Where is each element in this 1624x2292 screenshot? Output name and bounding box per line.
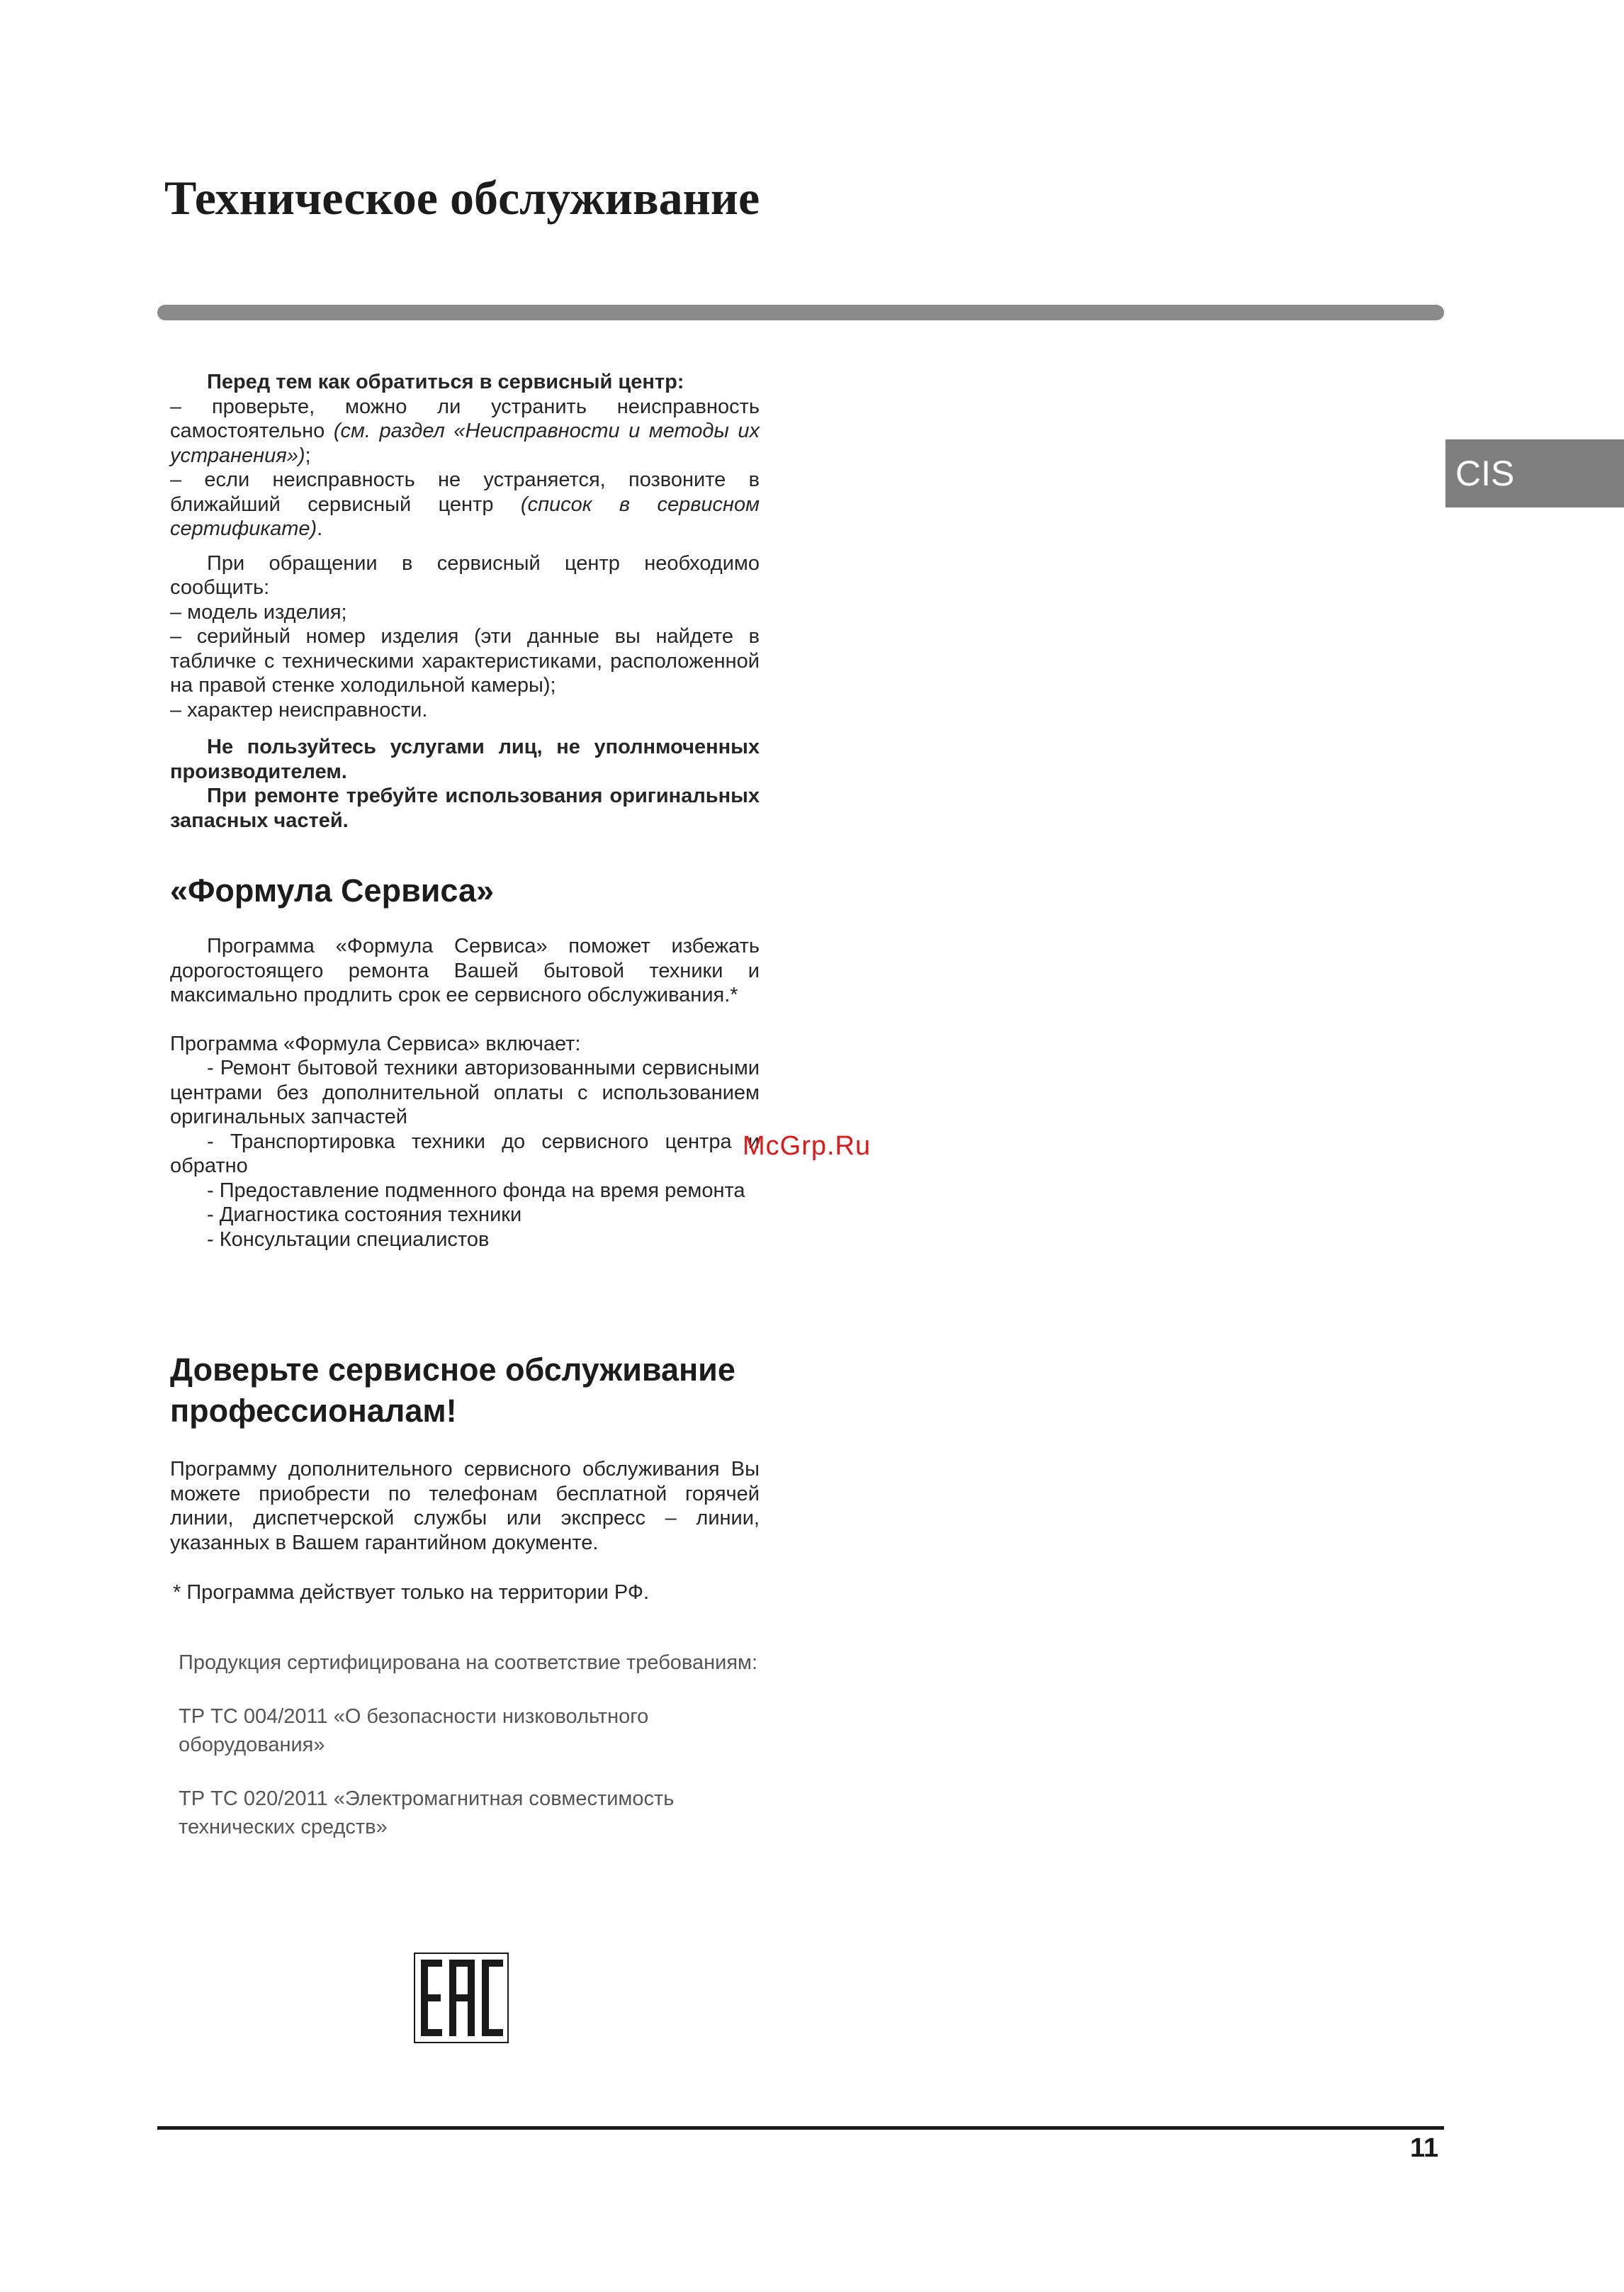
report-lead: При обращении в сервисный центр необходимо сообщить:	[170, 551, 760, 599]
formula-item: - Диагностика состояния техники	[207, 1203, 522, 1226]
trust-heading: Доверьте сервисное обслуживание профессионалам!	[170, 1352, 735, 1429]
formula-item: - Ремонт бытовой техники авторизованными сервисными центрами без дополнительной оплаты с использованием оригинальных запчастей	[170, 1057, 760, 1128]
formula-item: - Консультации специалистов	[207, 1228, 490, 1251]
page-title: Техническое обслуживание	[164, 171, 760, 225]
trust-body: Программу дополнительного сервисного обслуживания Вы можете приобрести по телефонам бесплатной горячей линии, диспетчерской службы или экспресс – линии, указанных в Вашем гарантийном документе.	[170, 1458, 760, 1554]
service-lead: Перед тем как обратиться в сервисный центр:	[207, 371, 684, 393]
warning-original-parts: При ремонте требуйте использования оригинальных запасных частей.	[170, 785, 760, 832]
formula-heading: «Формула Сервиса»	[170, 872, 495, 909]
site-watermark: McGrp.Ru	[743, 1131, 872, 1161]
report-item-serial: – серийный номер изделия (эти данные вы найдете в табличке с техническими характеристиками, расположенной на правой стенке холодильной камеры);	[170, 625, 760, 697]
certification-intro: Продукция сертифицирована на соответствие требованиям:	[179, 1651, 758, 1674]
service-intro-section	[170, 370, 760, 833]
territory-footnote: * Программа действует только на территории РФ.	[173, 1581, 650, 1604]
footer-divider	[157, 2126, 1444, 2130]
eac-mark-icon	[414, 1953, 509, 2043]
language-tab: CIS	[1445, 439, 1624, 507]
warning-unauthorized: Не пользуйтесь услугами лиц, не уполнмоченных производителем.	[170, 736, 760, 783]
formula-section	[170, 934, 760, 1252]
check-item-call: – если неисправность не устраняется, позвоните в ближайший сервисный центр (список в сервисном сертификате).	[170, 468, 760, 540]
check-item-self: – проверьте, можно ли устранить неисправность самостоятельно (см. раздел «Неисправности и методы их устранения»);	[170, 395, 760, 467]
report-item-model: – модель изделия;	[170, 600, 347, 624]
formula-includes: Программа «Формула Сервиса» включает:	[170, 1032, 581, 1055]
certification-section	[179, 1648, 760, 1841]
certification-regulation: ТР ТС 004/2011 «О безопасности низковольтного оборудования»	[179, 1705, 649, 1756]
page-number: 11	[1410, 2133, 1439, 2163]
formula-item: - Транспортировка техники до сервисного центра и обратно	[170, 1130, 760, 1177]
certification-regulation: ТР ТС 020/2011 «Электромагнитная совместимость технических средств»	[179, 1787, 675, 1838]
report-item-fault: – характер неисправности.	[170, 698, 428, 721]
formula-item: - Предоставление подменного фонда на время ремонта	[207, 1179, 745, 1202]
trust-section	[170, 1457, 760, 1605]
formula-intro: Программа «Формула Сервиса» поможет избежать дорогостоящего ремонта Вашей бытовой техники и максимально продлить срок ее сервисного обслуживания.*	[170, 935, 760, 1006]
header-divider	[157, 305, 1444, 320]
